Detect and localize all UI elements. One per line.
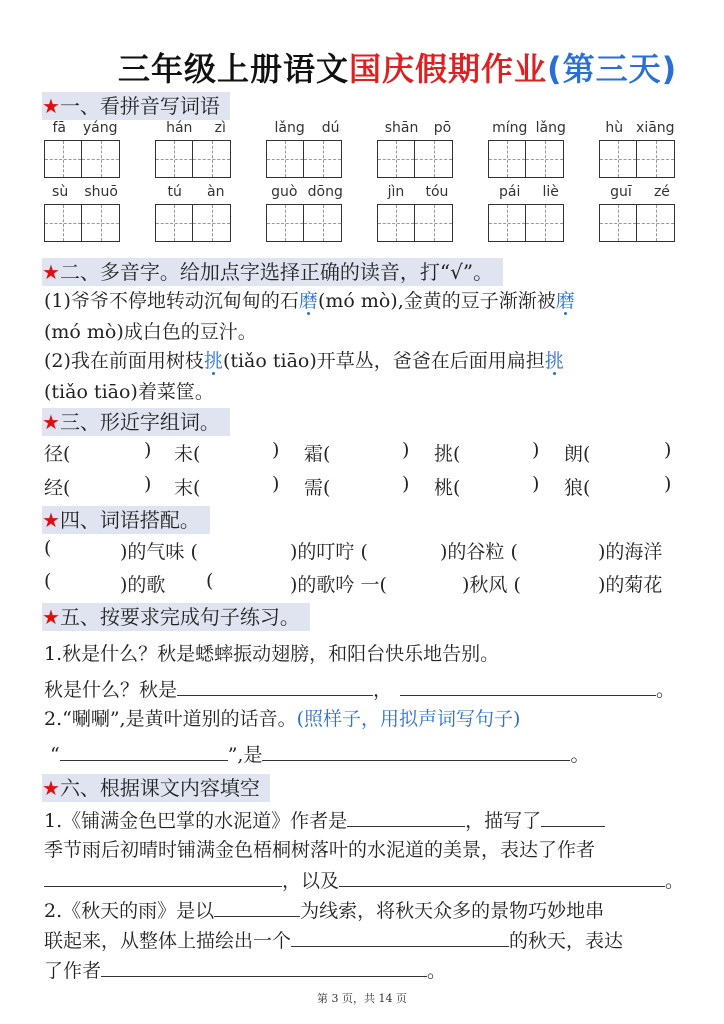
writing-cell[interactable]	[526, 140, 564, 178]
polyphone-q2-line2	[44, 378, 214, 406]
punctuation: ”,是	[227, 744, 263, 766]
fill-text: 为线索，将秋天众多的景物巧妙地串	[300, 900, 605, 922]
pinyin-syllable: míng	[492, 120, 528, 136]
answer-blank[interactable]	[60, 740, 228, 761]
sentence-q1	[44, 640, 499, 668]
star-icon: ★	[42, 776, 60, 800]
title-part-day: (第三天)	[547, 50, 678, 88]
pinyin-syllable: guò	[271, 184, 298, 200]
writing-cell[interactable]	[155, 140, 193, 178]
answer-blank[interactable]	[177, 675, 373, 696]
punctuation: 。	[427, 960, 447, 982]
similar-chars-row-2	[44, 473, 684, 501]
char-prompt: 末(	[174, 477, 201, 499]
q2-text-c: (tiǎo tiāo)着菜筐。	[44, 381, 214, 403]
char-prompt: 需(	[304, 477, 331, 499]
sentence-q1-answer	[44, 675, 675, 704]
char-prompt: 未(	[174, 443, 201, 465]
similar-chars-row-1	[44, 439, 684, 467]
collocation-part: )的歌吟 一(	[290, 574, 387, 596]
title-part-homework: 国庆假期作业	[349, 50, 548, 88]
section-6-title: 六、根据课文内容填空	[59, 776, 260, 800]
fill-q2-line2	[44, 926, 623, 955]
fill-text: ，以及	[282, 870, 340, 892]
fill-text: ，描写了	[465, 810, 542, 832]
q1-text-a: (1)爷爷不停地转动沉甸甸的石	[44, 290, 299, 312]
fill-q2-line1	[44, 896, 604, 925]
sentence-q2	[44, 705, 520, 733]
pinyin-syllable: liè	[542, 184, 559, 200]
q1-text-b: (mó mò),金黄的豆子渐渐被	[317, 290, 556, 312]
pinyin-syllable: zì	[214, 120, 226, 136]
pinyin-syllable: pái	[499, 184, 521, 200]
fill-text: 的秋天，表达	[509, 930, 624, 952]
collocation-part: (	[206, 570, 214, 592]
section-6-heading	[42, 774, 270, 802]
fill-text: 联起来，从整体上描绘出一个	[44, 930, 292, 952]
fill-q1-line2	[44, 836, 595, 864]
collocation-part: )的谷粒 (	[440, 541, 518, 563]
section-2-title: 二、多音字。给加点字选择正确的读音，打“√”。	[59, 260, 494, 284]
pinyin-syllable: lǎng	[274, 120, 305, 136]
pinyin-syllable: dōng	[307, 184, 343, 200]
paren-close: )	[532, 439, 540, 461]
answer-blank[interactable]	[101, 956, 427, 977]
writing-cell[interactable]	[82, 140, 120, 178]
pinyin-syllable: zé	[653, 184, 670, 200]
pinyin-syllable: sù	[52, 184, 69, 200]
punctuation: 。	[570, 744, 590, 766]
section-2-heading	[42, 258, 503, 286]
char-prompt: 霜(	[304, 443, 331, 465]
fill-text: 季节雨后初晴时铺满金色梧桐树落叶的水泥道的美景，表达了作者	[44, 839, 596, 861]
sentence-q2-hint: (照样子，用拟声词写句子)	[296, 708, 521, 730]
answer-blank[interactable]	[291, 926, 509, 947]
collocation-part: (	[44, 570, 52, 592]
answer-blank[interactable]	[347, 806, 465, 827]
pinyin-syllable: shuō	[84, 184, 118, 200]
q1-text-c: (mó mò)成白色的豆汁。	[44, 321, 257, 343]
section-1-heading	[42, 92, 230, 120]
collocation-part: )的气味 (	[120, 541, 198, 563]
answer-blank[interactable]	[400, 675, 656, 696]
writing-cell[interactable]	[637, 204, 675, 242]
fill-q2-line3	[44, 956, 446, 985]
polyphone-q2-line1	[44, 347, 564, 375]
char-prompt: 径(	[44, 443, 71, 465]
section-3-heading	[42, 408, 230, 436]
punctuation: 。	[665, 870, 685, 892]
char-prompt: 狼(	[564, 477, 591, 499]
sentence-q1-text: 1.秋是什么？秋是蟋蟀振动翅膀，和阳台快乐地告别。	[44, 643, 500, 665]
pinyin-syllable: àn	[206, 184, 225, 200]
char-prompt: 经(	[44, 477, 71, 499]
pinyin-syllable: guī	[610, 184, 632, 200]
answer-blank[interactable]	[262, 740, 570, 761]
section-3-title: 三、形近字组词。	[59, 410, 220, 434]
star-icon: ★	[42, 94, 60, 118]
writing-cell[interactable]	[266, 204, 304, 242]
paren-close: )	[144, 473, 152, 495]
answer-blank[interactable]	[339, 866, 665, 887]
fill-text: 2.《秋天的雨》是以	[44, 900, 215, 922]
pinyin-syllable: tú	[167, 184, 182, 200]
writing-cell[interactable]	[193, 140, 231, 178]
writing-cell[interactable]	[599, 140, 637, 178]
fill-text: 1.《铺满金色巴掌的水泥道》作者是	[44, 810, 348, 832]
dotted-char: 挑	[203, 350, 223, 372]
section-4-title: 四、词语搭配。	[59, 508, 200, 532]
writing-cell[interactable]	[377, 140, 415, 178]
collocation-part: (	[44, 537, 52, 559]
pinyin-syllable: tóu	[425, 184, 449, 200]
writing-cell[interactable]	[415, 204, 453, 242]
title-part-grade: 三年级上册语文	[118, 50, 350, 88]
paren-close: )	[402, 473, 410, 495]
char-prompt: 桃(	[434, 477, 461, 499]
paren-close: )	[144, 439, 152, 461]
writing-cell[interactable]	[193, 204, 231, 242]
sentence-q2-answer	[50, 740, 590, 769]
collocation-part: )的叮咛 (	[290, 541, 368, 563]
collocation-part: )的海洋	[598, 541, 663, 563]
pinyin-syllable: fā	[52, 120, 66, 136]
paren-close: )	[664, 473, 672, 495]
dotted-char: 挑	[544, 350, 564, 372]
writing-cell[interactable]	[599, 204, 637, 242]
writing-cell[interactable]	[82, 204, 120, 242]
paren-close: )	[532, 473, 540, 495]
fill-q1-line3	[44, 866, 684, 895]
writing-cell[interactable]	[526, 204, 564, 242]
q2-text-b: (tiǎo tiāo)开草丛，爸爸在后面用扁担	[222, 350, 545, 372]
section-4-heading	[42, 506, 210, 534]
char-prompt: 挑(	[434, 443, 461, 465]
collocation-row-2	[44, 570, 684, 598]
q2-text-a: (2)我在前面用树枝	[44, 350, 204, 372]
fill-text: 了作者	[44, 960, 102, 982]
section-5-heading	[42, 603, 310, 631]
section-1-title: 一、看拼音写词语	[59, 94, 220, 118]
writing-cell[interactable]	[488, 204, 526, 242]
pinyin-syllable: pō	[433, 120, 452, 136]
writing-cell[interactable]	[44, 204, 82, 242]
writing-cell[interactable]	[304, 204, 342, 242]
section-5-title: 五、按要求完成句子练习。	[59, 605, 300, 629]
pinyin-syllable: lǎng	[535, 120, 566, 136]
pinyin-syllable: xiāng	[636, 120, 675, 136]
answer-blank[interactable]	[44, 866, 282, 887]
writing-cell[interactable]	[488, 140, 526, 178]
star-icon: ★	[42, 260, 60, 284]
paren-close: )	[664, 439, 672, 461]
punctuation: “	[50, 744, 60, 766]
paren-close: )	[272, 439, 280, 461]
answer-prompt: 秋是什么？秋是	[44, 679, 178, 701]
answer-blank[interactable]	[541, 806, 605, 827]
pinyin-syllable: jìn	[387, 184, 405, 200]
punctuation: 。	[656, 679, 676, 701]
writing-cell[interactable]	[266, 140, 304, 178]
pinyin-syllable: yáng	[82, 120, 118, 136]
writing-cell[interactable]	[377, 204, 415, 242]
char-prompt: 朗(	[564, 443, 591, 465]
star-icon: ★	[42, 508, 60, 532]
writing-cell[interactable]	[44, 140, 82, 178]
paren-close: )	[402, 439, 410, 461]
paren-close: )	[272, 473, 280, 495]
collocation-part: )的歌	[120, 574, 166, 596]
pinyin-syllable: hù	[605, 120, 624, 136]
dotted-char: 磨	[555, 290, 575, 312]
writing-cell[interactable]	[415, 140, 453, 178]
writing-cell[interactable]	[155, 204, 193, 242]
writing-cell[interactable]	[637, 140, 675, 178]
pinyin-syllable: shān	[384, 120, 419, 136]
punctuation: ，	[373, 679, 393, 701]
collocation-row-1	[44, 537, 684, 565]
collocation-part: )秋风 (	[462, 574, 521, 596]
polyphone-q1-line1	[44, 287, 575, 315]
fill-q1-line1	[44, 806, 605, 835]
star-icon: ★	[42, 605, 60, 629]
pinyin-syllable: hán	[166, 120, 193, 136]
page-title	[118, 44, 677, 90]
page-number-footer: 第 3 页，共 14 页	[317, 992, 407, 1005]
answer-blank[interactable]	[214, 896, 300, 917]
star-icon: ★	[42, 410, 60, 434]
sentence-q2-text: 2.“唰唰”,是黄叶道别的话音。	[44, 708, 297, 730]
polyphone-q1-line2	[44, 318, 257, 346]
collocation-part: )的菊花	[598, 574, 663, 596]
writing-cell[interactable]	[304, 140, 342, 178]
dotted-char: 磨	[298, 290, 318, 312]
pinyin-syllable: dú	[321, 120, 340, 136]
